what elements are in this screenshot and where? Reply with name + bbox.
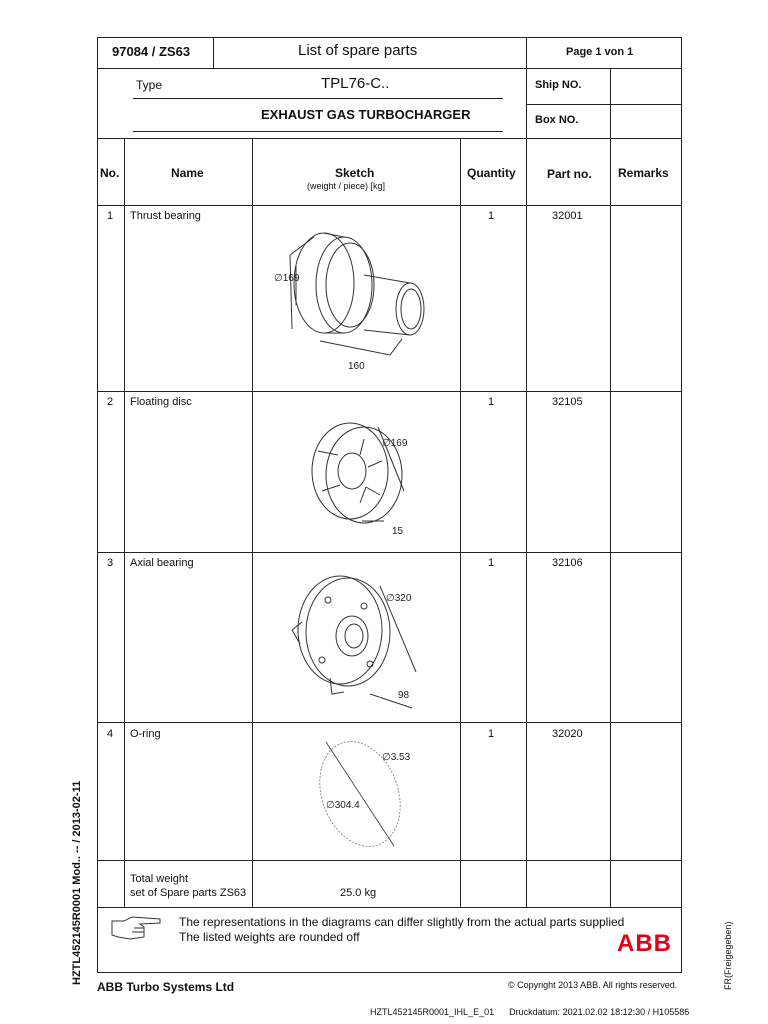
header-divider-ship bbox=[526, 104, 682, 105]
row-2-quantity: 1 bbox=[488, 396, 495, 408]
side-doc-id: HZTL452145R0001 Mod.. -- / 2013-02-11 bbox=[71, 780, 83, 985]
row-1-dim-length: 160 bbox=[348, 361, 365, 372]
doc-code: 97084 / ZS63 bbox=[112, 44, 191, 59]
col-sep-sketch bbox=[460, 138, 461, 907]
thrust-bearing-sketch bbox=[252, 205, 460, 391]
row-1-part-no: 32001 bbox=[552, 210, 583, 222]
header-vsep-1 bbox=[213, 37, 214, 68]
company-name: ABB Turbo Systems Ltd bbox=[97, 980, 235, 994]
row-1-no: 1 bbox=[107, 210, 114, 222]
ship-label: Ship NO. bbox=[535, 79, 582, 91]
header-divider-2 bbox=[97, 138, 682, 139]
row-3-part-no: 32106 bbox=[552, 557, 583, 569]
floating-disc-sketch bbox=[252, 391, 460, 552]
abb-logo: ABB bbox=[617, 930, 672, 957]
row-1-dim-diameter: ∅169 bbox=[274, 273, 300, 284]
row-3-name: Axial bearing bbox=[130, 557, 194, 569]
total-label-2: set of Spare parts ZS63 bbox=[130, 887, 247, 899]
header-vsep-3 bbox=[610, 68, 611, 138]
col-header-sketch: Sketch bbox=[335, 166, 375, 180]
type-label: Type bbox=[136, 78, 163, 92]
row-2-part-no: 32105 bbox=[552, 396, 583, 408]
row-4-quantity: 1 bbox=[488, 728, 495, 740]
box-label: Box NO. bbox=[535, 114, 579, 126]
row-1-name: Thrust bearing bbox=[130, 210, 201, 222]
header-divider-1 bbox=[97, 68, 682, 69]
note-line-1: The representations in the diagrams can differ slightly from the actual parts supplied bbox=[179, 915, 625, 929]
document-title: List of spare parts bbox=[298, 42, 418, 59]
axial-bearing-sketch bbox=[252, 552, 460, 722]
row-divider-4 bbox=[97, 860, 682, 861]
col-header-part-no: Part no. bbox=[547, 167, 592, 181]
col-header-no: No. bbox=[100, 166, 120, 180]
col-header-remarks: Remarks bbox=[618, 166, 669, 180]
copyright: © Copyright 2013 ABB. All rights reserved. bbox=[508, 980, 678, 990]
total-weight: 25.0 kg bbox=[340, 887, 377, 899]
row-4-part-no: 32020 bbox=[552, 728, 583, 740]
row-4-no: 4 bbox=[107, 728, 114, 740]
page-indicator: Page 1 von 1 bbox=[566, 46, 634, 58]
product-name: EXHAUST GAS TURBOCHARGER bbox=[261, 107, 471, 122]
type-value: TPL76-C.. bbox=[321, 75, 390, 92]
o-ring-sketch bbox=[252, 722, 460, 860]
row-3-no: 3 bbox=[107, 557, 114, 569]
side-release-status: FR(Freigegeben) bbox=[723, 921, 733, 990]
row-2-name: Floating disc bbox=[130, 396, 192, 408]
row-3-dim-diameter: ∅320 bbox=[386, 593, 412, 604]
row-4-dim-diameter: ∅304.4 bbox=[326, 800, 360, 811]
type-underline bbox=[133, 98, 503, 99]
col-sep-qty bbox=[526, 138, 527, 907]
row-4-dim-cross-section: ∅3.53 bbox=[382, 752, 411, 763]
row-3-dim-width: 98 bbox=[398, 690, 410, 701]
row-3-quantity: 1 bbox=[488, 557, 495, 569]
pointing-hand-icon bbox=[110, 915, 166, 941]
col-sep-partno bbox=[610, 138, 611, 907]
print-info: HZTL452145R0001_IHL_E_01 Druckdatum: 2021.02.02 18:12:30 / H105586 bbox=[370, 1007, 690, 1017]
col-sep-no bbox=[124, 138, 125, 907]
row-1-quantity: 1 bbox=[488, 210, 495, 222]
row-2-dim-diameter: ∅169 bbox=[382, 438, 408, 449]
total-label-1: Total weight bbox=[130, 873, 189, 885]
table-bottom bbox=[97, 907, 682, 908]
col-header-quantity: Quantity bbox=[467, 166, 516, 180]
note-line-2: The listed weights are rounded off bbox=[179, 930, 360, 944]
row-4-name: O-ring bbox=[130, 728, 161, 740]
header-vsep-2 bbox=[526, 37, 527, 138]
col-header-sketch-sub: (weight / piece) [kg] bbox=[307, 181, 386, 191]
product-underline bbox=[133, 131, 503, 132]
col-header-name: Name bbox=[171, 166, 204, 180]
row-2-no: 2 bbox=[107, 396, 114, 408]
row-2-dim-thickness: 15 bbox=[392, 526, 404, 537]
